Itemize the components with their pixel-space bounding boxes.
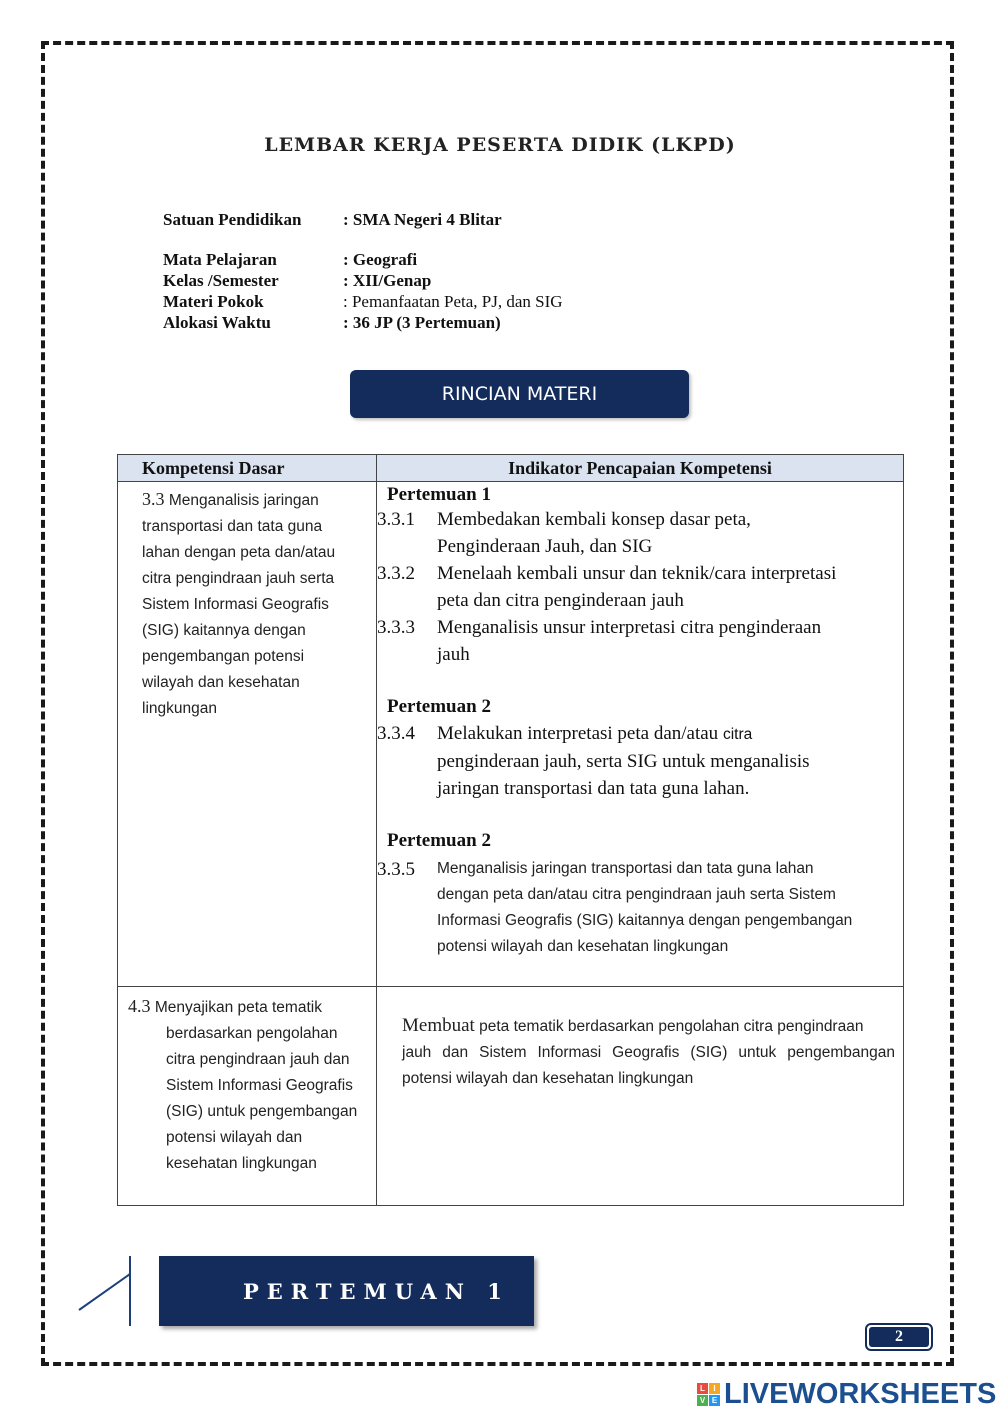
kd-line: lahan dengan peta dan/atau bbox=[142, 544, 336, 561]
kd-text bbox=[118, 482, 376, 722]
meta-materi-value: : Pemanfaatan Peta, PJ, dan SIG bbox=[343, 292, 563, 311]
kd-line: berdasarkan pengolahan bbox=[166, 1025, 338, 1042]
table-header-row bbox=[118, 455, 904, 482]
pertemuan-1-banner: PERTEMUAN 1 bbox=[159, 1256, 534, 1326]
header-kompetensi-dasar: Kompetensi Dasar bbox=[118, 455, 377, 482]
table-row bbox=[118, 987, 904, 1206]
watermark-text: LIVEWORKSHEETS bbox=[724, 1377, 997, 1410]
indikator-cell-3-3 bbox=[377, 482, 904, 987]
kd-number: 4.3 bbox=[128, 996, 151, 1016]
indicator-number: 3.3.2 bbox=[377, 563, 415, 584]
kd-line: transportasi dan tata guna bbox=[142, 518, 323, 535]
indicator-number: 3.3.5 bbox=[377, 859, 415, 880]
logo-letter: L bbox=[697, 1383, 708, 1394]
kd-line: Sistem Informasi Geografis bbox=[166, 1077, 353, 1094]
kd-number: 3.3 bbox=[142, 489, 165, 509]
indicator-line: Penginderaan Jauh, dan SIG bbox=[437, 536, 653, 557]
indicator-number: 3.3.4 bbox=[377, 723, 415, 744]
indicator-line: penginderaan jauh, serta SIG untuk menganalisis bbox=[437, 751, 810, 772]
indicator-line: potensi wilayah dan kesehatan lingkungan bbox=[402, 1070, 694, 1087]
logo-letter: V bbox=[697, 1395, 708, 1406]
kd-line: Sistem Informasi Geografis bbox=[142, 596, 329, 613]
document-title: LEMBAR KERJA PESERTA DIDIK (LKPD) bbox=[264, 134, 736, 156]
meta-alokasi-label: Alokasi Waktu bbox=[163, 313, 271, 332]
indicator-line: jaringan transportasi dan tata guna lahan. bbox=[437, 778, 750, 799]
kd-line: potensi wilayah dan bbox=[166, 1129, 303, 1146]
kd-line: lingkungan bbox=[142, 700, 217, 717]
page-number-badge bbox=[865, 1323, 933, 1351]
indicator-line: peta dan citra penginderaan jauh bbox=[437, 590, 684, 611]
kd-cell-4-3 bbox=[118, 987, 377, 1206]
kd-text bbox=[118, 987, 376, 1177]
kd-line: pengembangan potensi bbox=[142, 648, 305, 665]
decorative-lines bbox=[76, 1254, 136, 1328]
meta-alokasi-value: : 36 JP (3 Pertemuan) bbox=[343, 313, 501, 332]
indicator-line: peta tematik berdasarkan pengolahan citra pengindraan bbox=[474, 1018, 864, 1035]
meta-satuan-label: Satuan Pendidikan bbox=[163, 210, 302, 229]
meta-mapel-value: : Geografi bbox=[343, 250, 418, 269]
indicator-line: Membedakan kembali konsep dasar peta, bbox=[437, 509, 751, 530]
page-number: 2 bbox=[869, 1327, 929, 1347]
pertemuan-2b-label: Pertemuan 2 bbox=[387, 830, 491, 851]
logo-letter: E bbox=[709, 1395, 720, 1406]
kd-line: citra pengindraan jauh dan bbox=[166, 1051, 350, 1068]
indicator-lead: Membuat bbox=[402, 1015, 475, 1036]
liveworksheets-watermark bbox=[697, 1378, 996, 1410]
logo-letter: I bbox=[709, 1383, 720, 1394]
indicator-line: jauh dan Sistem Informasi Geografis (SIG) untuk pengembangan bbox=[402, 1044, 895, 1061]
kd-line: (SIG) kaitannya dengan bbox=[142, 622, 306, 639]
indicator-line: Melakukan interpretasi peta dan/atau bbox=[437, 723, 723, 744]
indicator-line: Menelaah kembali unsur dan teknik/cara interpretasi bbox=[437, 563, 837, 584]
rincian-materi-banner: RINCIAN MATERI bbox=[350, 370, 689, 418]
meta-kelas-value: : XII/Genap bbox=[343, 271, 432, 290]
indicator-number: 3.3.1 bbox=[377, 509, 415, 530]
pertemuan-1-label: Pertemuan 1 bbox=[387, 484, 491, 505]
indicator-4-3 bbox=[377, 987, 903, 1092]
indicator-line: potensi wilayah dan kesehatan lingkungan bbox=[437, 938, 729, 955]
indicator-line: Menganalisis jaringan transportasi dan tata guna lahan bbox=[437, 860, 814, 877]
indicator-line: Informasi Geografis (SIG) kaitannya dengan pengembangan bbox=[437, 912, 853, 929]
kd-line: Menganalisis jaringan bbox=[168, 492, 319, 509]
indicator-line: jauh bbox=[437, 644, 470, 665]
liveworksheets-logo-icon bbox=[697, 1383, 720, 1406]
meta-satuan-value: : SMA Negeri 4 Blitar bbox=[343, 210, 502, 229]
indicator-line: citra bbox=[722, 726, 753, 743]
indikator-cell-4-3 bbox=[377, 987, 904, 1206]
competency-table bbox=[117, 454, 904, 1206]
meta-materi-label: Materi Pokok bbox=[163, 292, 264, 311]
kd-cell-3-3 bbox=[118, 482, 377, 987]
indicator-line: Menganalisis unsur interpretasi citra penginderaan bbox=[437, 617, 822, 638]
meta-kelas-label: Kelas /Semester bbox=[163, 271, 279, 290]
kd-line: wilayah dan kesehatan bbox=[142, 674, 300, 691]
indicator-line: dengan peta dan/atau citra pengindraan jauh serta Sistem bbox=[437, 886, 836, 903]
kd-line: (SIG) untuk pengembangan bbox=[166, 1103, 358, 1120]
kd-line: kesehatan lingkungan bbox=[166, 1155, 317, 1172]
meta-mapel-label: Mata Pelajaran bbox=[163, 250, 277, 269]
table-row bbox=[118, 482, 904, 987]
kd-line: citra pengindraan jauh serta bbox=[142, 570, 335, 587]
indicator-number: 3.3.3 bbox=[377, 617, 415, 638]
pertemuan-2-label: Pertemuan 2 bbox=[387, 696, 491, 717]
header-indikator: Indikator Pencapaian Kompetensi bbox=[377, 455, 904, 482]
kd-line: Menyajikan peta tematik bbox=[154, 999, 322, 1016]
